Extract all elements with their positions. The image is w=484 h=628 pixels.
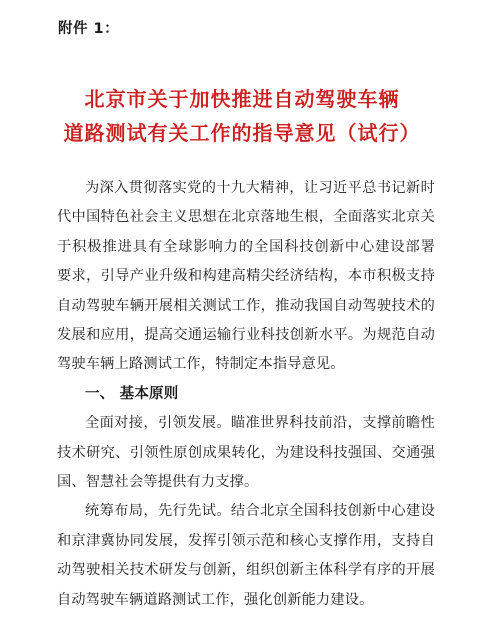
paragraph-line: 国、智慧社会等提供有力支撑。 bbox=[57, 474, 259, 491]
paragraph-line: 技术研究、引领性原创成果转化，为建设科技强国、交通强 bbox=[57, 444, 435, 461]
paragraph-principle-1 bbox=[57, 409, 435, 497]
paragraph-line: 自动驾驶车辆开展相关测试工作，推动我国自动驾驶技术的 bbox=[57, 297, 435, 314]
paragraph-line: 驾驶车辆上路测试工作，特制定本指导意见。 bbox=[57, 356, 345, 373]
paragraph-line: 发展和应用，提高交通运输行业科技创新水平。为规范自动 bbox=[57, 327, 435, 344]
paragraph-principle-2 bbox=[57, 497, 435, 615]
paragraph-line: 代中国特色社会主义思想在北京落地生根，全面落实北京关 bbox=[57, 209, 435, 226]
document-title-line-2: 道路测试有关工作的指导意见（试行） bbox=[63, 121, 421, 145]
paragraph-line: 和京津冀协同发展，发挥引领示范和核心支撑作用，支持自 bbox=[57, 532, 435, 549]
paragraph-line: 动驾驶相关技术研发与创新，组织创新主体科学有序的开展 bbox=[57, 562, 435, 579]
paragraph-line: 统筹布局，先行先试。结合北京全国科技创新中心建设 bbox=[85, 503, 435, 520]
paragraph-line: 于积极推进具有全球影响力的全国科技创新中心建设部署 bbox=[57, 238, 435, 255]
paragraph-line: 要求，引导产业升级和构建高精尖经济结构，本市积极支持 bbox=[57, 268, 435, 285]
document-body bbox=[57, 174, 435, 615]
document-title-line-1: 北京市关于加快推进自动驾驶车辆 bbox=[84, 87, 400, 111]
section-heading: 一、 基本原则 bbox=[85, 385, 179, 402]
paragraph-line: 全面对接，引领发展。瞄准世界科技前沿，支撑前瞻性 bbox=[85, 415, 435, 432]
paragraph-line: 为深入贯彻落实党的十九大精神，让习近平总书记新时 bbox=[85, 180, 435, 196]
attachment-label: 附件 1： bbox=[58, 21, 120, 37]
paragraph-line: 自动驾驶车辆道路测试工作，强化创新能力建设。 bbox=[57, 591, 374, 608]
paragraph-intro bbox=[57, 174, 435, 380]
